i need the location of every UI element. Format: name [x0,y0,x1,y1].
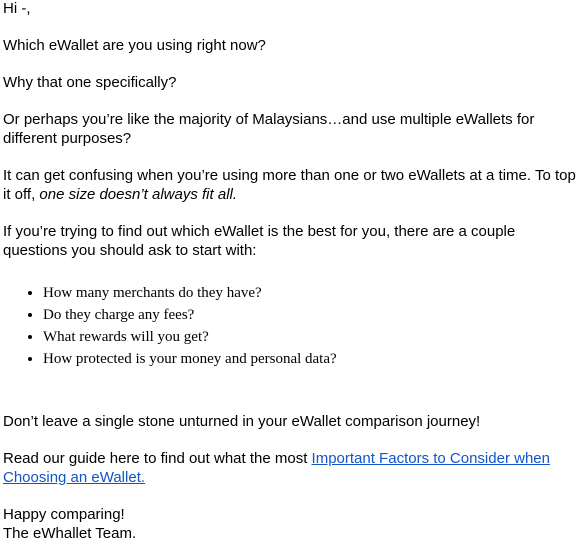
email-body [3,0,580,543]
paragraph-confusing-text: It can get confusing when you’re using more than one or two eWallets at a time. To top it off, [3,167,576,203]
emphasis-one-size: one size doesn’t always fit all. [39,186,238,203]
signoff [3,505,580,543]
paragraph-majority: Or perhaps you’re like the majority of Malaysians…and use multiple eWallets for different purposes? [3,111,535,147]
question-which-ewallet: Which eWallet are you using right now? [3,37,266,54]
list-item: • How protected is your money and personal data? [43,348,580,370]
question-why: Why that one specifically? [3,74,177,91]
paragraph-stone-unturned: Don’t leave a single stone unturned in your eWallet comparison journey! [3,413,481,430]
closing: Happy comparing! [3,506,125,523]
list-item: • What rewards will you get? [43,326,580,348]
questions-section [3,260,580,370]
paragraph-guide-text: Read our guide here to find out what the most [3,450,312,467]
questions-list [3,282,580,370]
greeting: Hi -, [3,0,31,17]
list-item: • Do they charge any fees? [43,304,580,326]
paragraph-find-out: If you’re trying to find out which eWallet is the best for you, there are a couple questions you should ask to start with: [3,223,516,259]
paragraph-confusing [3,166,580,204]
guide-link[interactable]: Important Factors to Consider when Choosing an eWallet. [3,450,550,486]
paragraph-guide [3,449,580,487]
signature: The eWhallet Team. [3,525,137,542]
list-item: • How many merchants do they have? [43,282,580,304]
